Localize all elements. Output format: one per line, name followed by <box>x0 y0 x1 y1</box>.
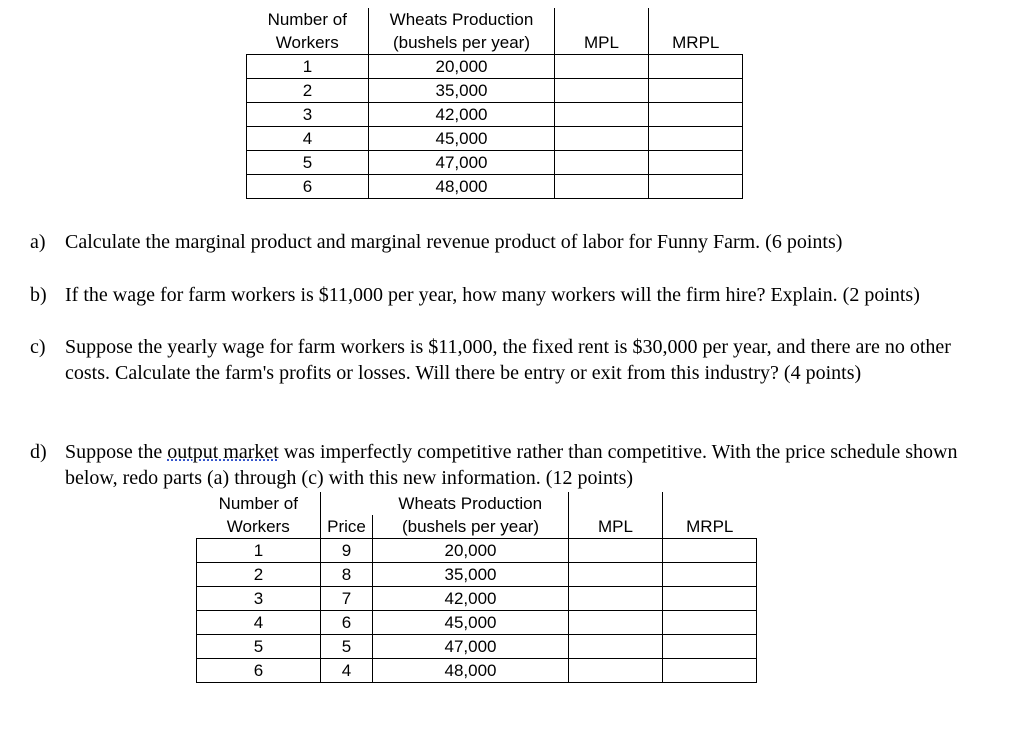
workers-cell: 6 <box>247 175 369 199</box>
production-cell: 45,000 <box>373 611 569 635</box>
production-cell: 35,000 <box>373 563 569 587</box>
production-table <box>246 8 743 199</box>
price-cell: 8 <box>321 563 373 587</box>
mrpl-cell <box>649 103 743 127</box>
workers-header-line1: Number of <box>197 492 321 515</box>
question-c <box>30 334 990 386</box>
mpl-cell <box>555 55 649 79</box>
mpl-cell <box>569 587 663 611</box>
price-cell: 5 <box>321 635 373 659</box>
question-d <box>30 439 990 491</box>
mrpl-cell <box>649 79 743 103</box>
mpl-cell <box>569 635 663 659</box>
question-label: d) <box>30 441 47 463</box>
production-header-line1: Wheats Production <box>369 8 555 31</box>
workers-cell: 2 <box>247 79 369 103</box>
question-text: Calculate the marginal product and marginal revenue product of labor for Funny Farm. (6 points) <box>65 231 843 253</box>
price-cell: 6 <box>321 611 373 635</box>
mpl-cell <box>555 103 649 127</box>
price-cell: 4 <box>321 659 373 683</box>
mpl-cell <box>555 127 649 151</box>
table-row <box>197 587 757 611</box>
workers-header-line2: Workers <box>197 515 321 539</box>
table-row <box>197 659 757 683</box>
price-cell: 9 <box>321 539 373 563</box>
mpl-cell <box>569 539 663 563</box>
mrpl-cell <box>663 635 757 659</box>
workers-cell: 4 <box>247 127 369 151</box>
question-a <box>30 229 990 255</box>
mpl-cell <box>555 79 649 103</box>
table-row <box>247 127 743 151</box>
mpl-cell <box>569 563 663 587</box>
mrpl-cell <box>649 55 743 79</box>
mrpl-cell <box>663 611 757 635</box>
mpl-cell <box>555 175 649 199</box>
production-header-line2: (bushels per year) <box>373 515 569 539</box>
question-b <box>30 282 990 308</box>
workers-cell: 1 <box>247 55 369 79</box>
production-cell: 47,000 <box>369 151 555 175</box>
question-text-start: Suppose the <box>65 441 168 463</box>
production-header-line1: Wheats Production <box>373 492 569 515</box>
workers-cell: 6 <box>197 659 321 683</box>
production-cell: 42,000 <box>369 103 555 127</box>
table-header-row <box>197 515 757 539</box>
workers-cell: 5 <box>197 635 321 659</box>
workers-cell: 4 <box>197 611 321 635</box>
question-label: b) <box>30 284 47 306</box>
workers-cell: 3 <box>247 103 369 127</box>
table-row <box>247 55 743 79</box>
price-production-table <box>196 492 757 683</box>
production-cell: 45,000 <box>369 127 555 151</box>
production-cell: 20,000 <box>369 55 555 79</box>
table-row <box>247 151 743 175</box>
question-text: If the wage for farm workers is $11,000 per year, how many workers will the firm hire? Explain. (2 points) <box>65 284 920 306</box>
table-header-row <box>247 8 743 31</box>
mrpl-cell <box>663 659 757 683</box>
mrpl-cell <box>663 539 757 563</box>
mpl-header: MPL <box>555 31 649 55</box>
price-cell: 7 <box>321 587 373 611</box>
price-header: Price <box>321 515 373 539</box>
workers-header-line1: Number of <box>247 8 369 31</box>
mpl-cell <box>555 151 649 175</box>
production-header-line2: (bushels per year) <box>369 31 555 55</box>
table-header-row <box>247 31 743 55</box>
production-cell: 47,000 <box>373 635 569 659</box>
spellcheck-underlined-phrase: output market <box>167 441 279 463</box>
table-row <box>197 563 757 587</box>
mpl-cell <box>569 611 663 635</box>
workers-cell: 3 <box>197 587 321 611</box>
mrpl-header: MRPL <box>686 517 734 536</box>
table-row <box>247 103 743 127</box>
mrpl-cell <box>649 175 743 199</box>
production-cell: 48,000 <box>373 659 569 683</box>
table-row <box>247 79 743 103</box>
mrpl-cell <box>663 563 757 587</box>
production-cell: 35,000 <box>369 79 555 103</box>
mrpl-cell <box>663 587 757 611</box>
production-cell: 42,000 <box>373 587 569 611</box>
question-label: a) <box>30 231 46 253</box>
workers-cell: 2 <box>197 563 321 587</box>
workers-cell: 1 <box>197 539 321 563</box>
mpl-header: MPL <box>569 515 663 539</box>
mrpl-cell <box>649 127 743 151</box>
question-text-end: was imperfectly competitive rather than competitive. With the price schedule shown below, redo parts (a) through (c) with this new information. (12 points) <box>65 441 958 489</box>
mrpl-header: MRPL <box>672 33 720 52</box>
mrpl-cell <box>649 151 743 175</box>
workers-header-line2: Workers <box>247 31 369 55</box>
question-label: c) <box>30 336 46 358</box>
workers-cell: 5 <box>247 151 369 175</box>
table-row <box>247 175 743 199</box>
table-row <box>197 635 757 659</box>
question-text <box>65 439 990 491</box>
production-cell: 20,000 <box>373 539 569 563</box>
question-text: Suppose the yearly wage for farm workers is $11,000, the fixed rent is $30,000 per year, and there are no other costs. Calculate the farm's profits or losses. Will there be entry or exit from this industry? (4 points) <box>65 336 951 384</box>
table-header-row <box>197 492 757 515</box>
production-cell: 48,000 <box>369 175 555 199</box>
table-row <box>197 611 757 635</box>
mpl-cell <box>569 659 663 683</box>
table-row <box>197 539 757 563</box>
